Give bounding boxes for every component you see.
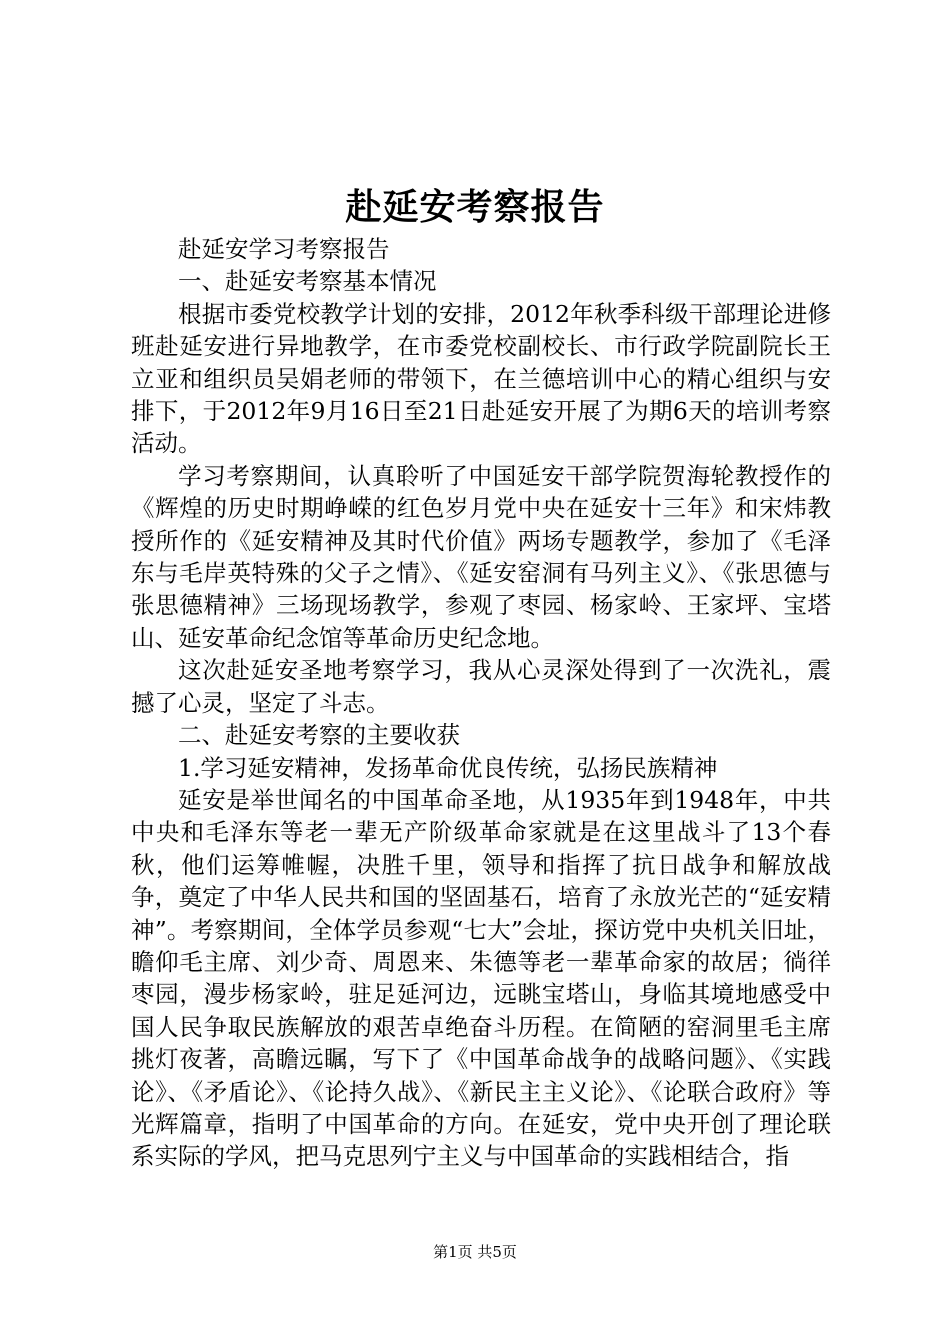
subsection-heading: 1.学习延安精神，发扬革命优良传统，弘扬民族精神 [178,753,718,782]
document-body [131,233,831,1173]
section-heading-1: 一、赴延安考察基本情况 [178,267,437,296]
page-footer: 第1页 共5页 [433,1243,517,1261]
paragraph: 延安是举世闻名的中国革命圣地，从1935年到1948年，中共中央和毛泽东等老一辈无产阶级革命家就是在这里战斗了13个春秋，他们运筹帷幄，决胜千里，领导和指挥了抗日战争和解放战争，奠定了中华人民共和国的坚固基石，培育了永放光芒的“延安精神”。考察期间，全体学员参观“七大”会址，探访党中央机关旧址，瞻仰毛主席、刘少奇、周恩来、朱德等老一辈革命家的故居；徜徉枣园，漫步杨家岭，驻足延河边，远眺宝塔山，身临其境地感受中国人民争取民族解放的艰苦卓绝奋斗历程。在简陋的窑洞里毛主席挑灯夜著，高瞻远瞩，写下了《中国革命战争的战略问题》、《实践论》、《矛盾论》、《论持久战》、《新民主主义论》、《论联合政府》等光辉篇章，指明了中国革命的方向。在延安，党中央开创了理论联系实际的学风，把马克思列宁主义与中国革命的实践相结合，指 [131,785,831,1171]
document-title: 赴延安考察报告 [345,186,605,228]
paragraph: 学习考察期间，认真聆听了中国延安干部学院贺海轮教授作的《辉煌的历史时期峥嵘的红色岁月党中央在延安十三年》和宋炜教授所作的《延安精神及其时代价值》两场专题教学，参加了《毛泽东与毛岸英特殊的父子之情》、《延安窑洞有马列主义》、《张思德与张思德精神》三场现场教学，参观了枣园、杨家岭、王家坪、宝塔山、延安革命纪念馆等革命历史纪念地。 [131,461,831,652]
paragraph: 根据市委党校教学计划的安排，2012年秋季科级干部理论进修班赴延安进行异地教学，在市委党校副校长、市行政学院副院长王立亚和组织员吴娟老师的带领下，在兰德培训中心的精心组织与安排下，于2012年9月16日至21日赴延安开展了为期6天的培训考察活动。 [131,299,831,458]
paragraph: 这次赴延安圣地考察学习，我从心灵深处得到了一次洗礼，震撼了心灵，坚定了斗志。 [131,656,831,717]
paragraph-subtitle: 赴延安学习考察报告 [178,235,390,263]
section-heading-2: 二、赴延安考察的主要收获 [178,721,460,750]
